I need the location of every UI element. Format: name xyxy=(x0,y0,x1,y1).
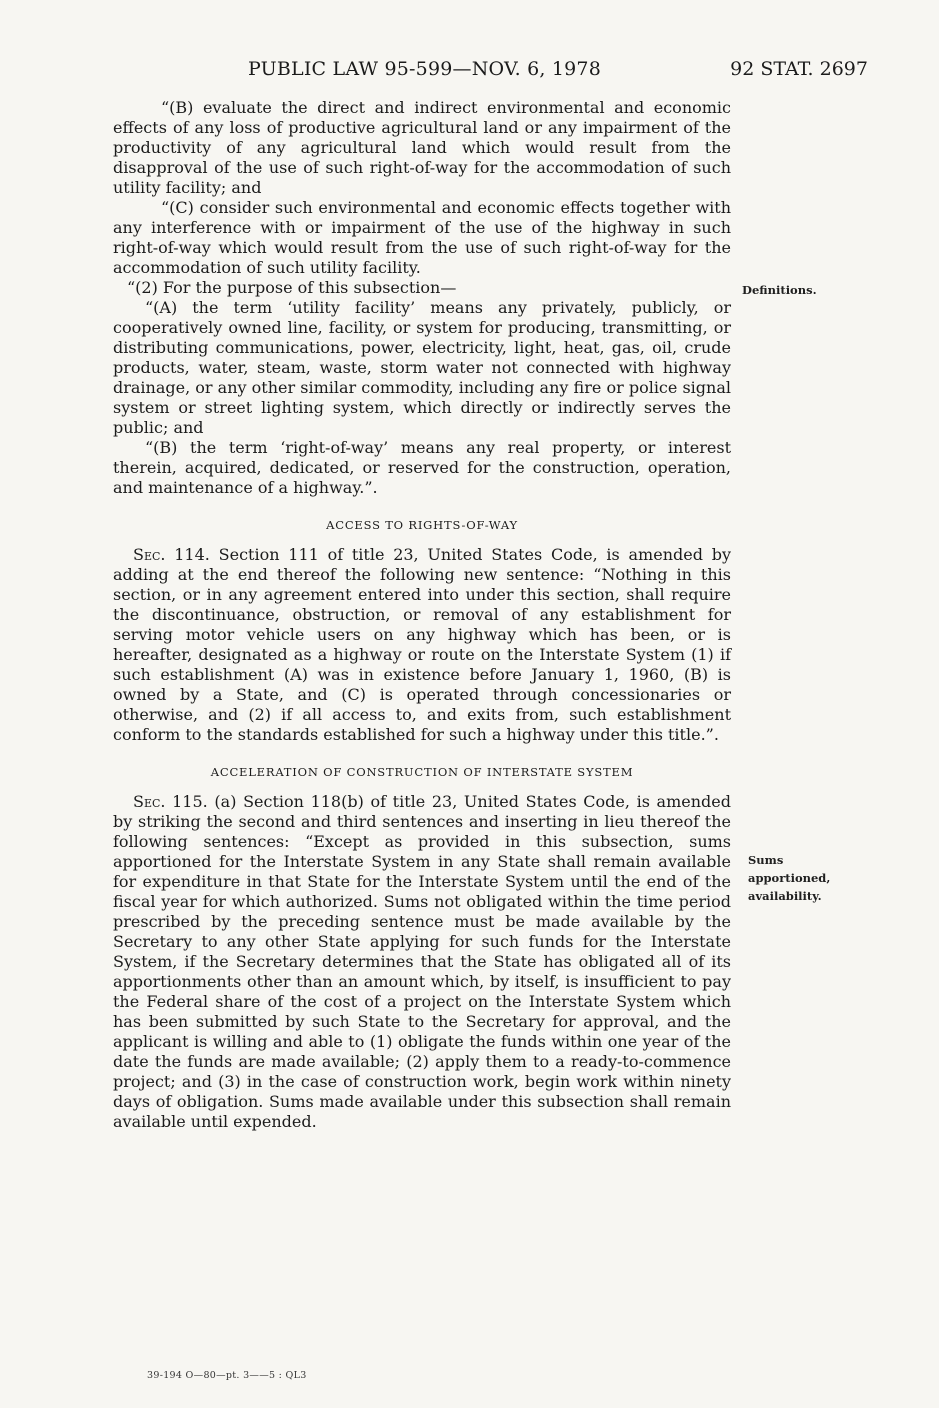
margin-note-sums-line3: availability. xyxy=(748,889,822,903)
section-114-label: Sec. 114. xyxy=(133,545,210,564)
paragraph-2-purpose: “(2) For the purpose of this subsection— xyxy=(127,278,457,297)
page-title: PUBLIC LAW 95-599—NOV. 6, 1978 xyxy=(248,58,601,80)
section-114-text: Section 111 of title 23, United States Code, is amended by adding at the end thereof the following new sentence: “Nothing in this section, or in any agreement entered into under this section, shall require the discontinuance, obstruction, or removal of any establishment for serving motor vehicle users on any highway which has been, or is hereafter, designated as a highway or route on the Interstate System (1) if such establishment (A) was in existence before January 1, 1960, (B) is owned by a State, and (C) is operated through concessionaries or otherwise, and (2) if all access to, and exits from, such establishment conform to the standards established for such a highway under this title.”. xyxy=(113,545,731,744)
paragraph-a-utility-facility: “(A) the term ‘utility facility’ means any privately, publicly, or cooperatively owned line, facility, or system for producing, transmitting, or distributing communications, power, electricity, light, heat, gas, oil, crude products, water, steam, waste, storm water not connected with highway drainage, or any other similar commodity, including any fire or police signal system or street lighting system, which directly or indirectly serves the public; and xyxy=(113,298,731,437)
margin-note-sums xyxy=(748,851,830,905)
body-text xyxy=(113,98,731,1132)
paragraph-b-evaluate: “(B) evaluate the direct and indirect environmental and economic effects of any loss of productive agricultural land or any impairment of the productivity of any agricultural land which would result from the disapproval of the use of such right-of-way for the accommodation of such utility facility; and xyxy=(113,98,731,197)
page-header xyxy=(248,58,868,82)
section-heading-access: ACCESS TO RIGHTS-OF-WAY xyxy=(326,518,518,532)
printing-code-footer: 39-194 O—80—pt. 3——5 : QL3 xyxy=(147,1370,307,1381)
statute-page-number: 92 STAT. 2697 xyxy=(730,58,868,80)
section-115-text: (a) Section 118(b) of title 23, United States Code, is amended by striking the second and third sentences and inserting in lieu thereof the following sentences: “Except as provided in this subsection, sums apportioned for the Interstate System in any State shall remain available for expenditure in that State for the Interstate System until the end of the fiscal year for which authorized. Sums not obligated within the time period prescribed by the preceding sentence must be made available by the Secretary to any other State applying for such funds for the Interstate System, if the Secretary determines that the State has obligated all of its apportionments other than an amount which, by itself, is insufficient to pay the Federal share of the cost of a project on the Interstate System which has been submitted by such State to the Secretary for approval, and the applicant is willing and able to (1) obligate the funds within one year of the date the funds are made available; (2) apply them to a ready-to-commence project; and (3) in the case of construction work, begin work within ninety days of obligation. Sums made available under this subsection shall remain available until expended. xyxy=(113,792,731,1131)
margin-note-definitions-text: Definitions. xyxy=(742,283,817,297)
margin-note-sums-line2: apportioned, xyxy=(748,871,831,885)
margin-note-sums-line1: Sums xyxy=(748,853,784,867)
paragraph-c-consider: “(C) consider such environmental and economic effects together with any interference with or impairment of the use of the highway in such right-of-way which would result from the use of such right-of-way for the accommodation of such utility facility. xyxy=(113,198,731,277)
paragraph-b-right-of-way: “(B) the term ‘right-of-way’ means any real property, or interest therein, acquired, dedicated, or reserved for the construction, operation, and maintenance of a highway.”. xyxy=(113,438,731,497)
margin-note-definitions xyxy=(742,281,817,299)
section-115-paragraph xyxy=(113,792,731,1132)
section-heading-acceleration: ACCELERATION OF CONSTRUCTION OF INTERSTATE SYSTEM xyxy=(210,765,634,779)
section-115-label: Sec. 115. xyxy=(133,792,208,811)
section-114-paragraph xyxy=(113,545,731,745)
